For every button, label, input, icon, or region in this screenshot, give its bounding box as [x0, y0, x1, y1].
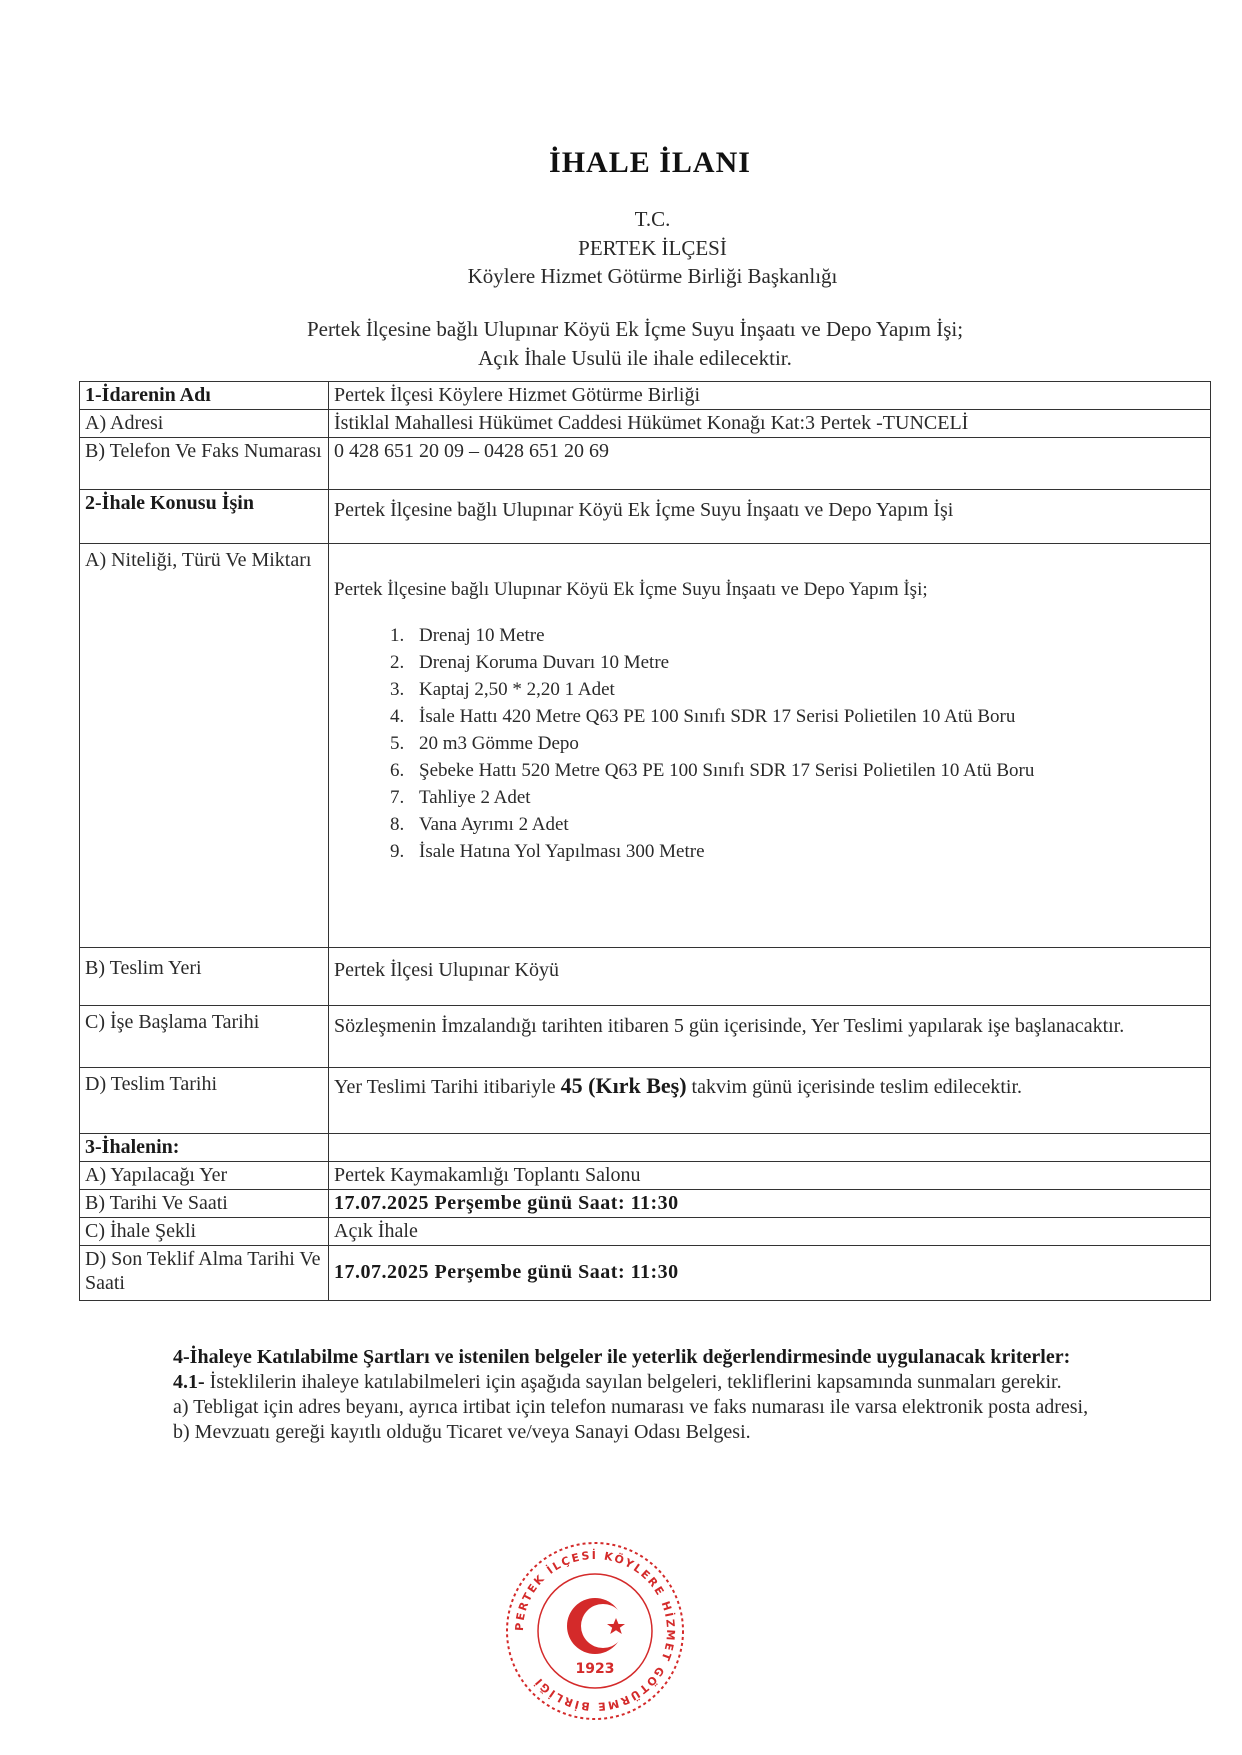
teslim-tarihi-label: D) Teslim Tarihi	[80, 1068, 329, 1134]
table-row	[80, 438, 1211, 490]
tarih-label: B) Tarihi Ve Saati	[80, 1190, 329, 1218]
teslim-tarihi-pre: Yer Teslimi Tarihi itibariyle	[334, 1076, 561, 1098]
tender-info-table	[79, 381, 1211, 1301]
table-row	[80, 410, 1211, 438]
seal-ring-textpath: PERTEK İLÇESİ KÖYLERE HİZMET GÖTÜRME BİRLİĞİ	[512, 1548, 678, 1714]
section-4-1-text: İsteklilerin ihaleye katılabilmeleri için aşağıda sayılan belgeleri, tekliflerini kapsamında sunmaları gerekir.	[204, 1371, 1062, 1393]
header-tc: T.C.	[634, 207, 671, 231]
table-row	[80, 544, 1211, 948]
teslim-yeri-label: B) Teslim Yeri	[80, 948, 329, 1006]
section-4-heading: 4-İhaleye Katılabilme Şartları ve istenilen belgeler ile yeterlik değerlendirmesinde uygulanacak kriterler:	[173, 1346, 1071, 1368]
son-teklif-label: D) Son Teklif Alma Tarihi Ve Saati	[80, 1246, 329, 1301]
tarih-value	[329, 1190, 1211, 1218]
adres-value: İstiklal Mahallesi Hükümet Caddesi Hükümet Konağı Kat:3 Pertek -TUNCELİ	[329, 410, 1211, 438]
section-4-1-b: b) Mevzuatı gereği kayıtlı olduğu Ticaret ve/veya Sanayi Odası Belgesi.	[173, 1421, 751, 1443]
ihalenin-value	[329, 1134, 1211, 1162]
table-row	[80, 1162, 1211, 1190]
seal-year: 1923	[575, 1661, 615, 1677]
konu-label: 2-İhale Konusu İşin	[80, 490, 329, 544]
section-4-1-number: 4.1-	[173, 1371, 205, 1393]
adres-label: A) Adresi	[80, 410, 329, 438]
table-row	[80, 1246, 1211, 1301]
list-item: 3. Kaptaj 2,50 * 2,20 1 Adet	[409, 676, 1205, 703]
section-4-1-a: a) Tebligat için adres beyanı, ayrıca irtibat için telefon numarası ve faks numarası ile varsa elektronik posta adresi,	[173, 1396, 1089, 1418]
tarih-datetime: 17.07.2025 Perşembe günü Saat: 11:30	[334, 1192, 679, 1214]
konu-value: Pertek İlçesine bağlı Ulupınar Köyü Ek İçme Suyu İnşaatı ve Depo Yapım İşi	[329, 490, 1211, 544]
nitelik-intro: Pertek İlçesine bağlı Ulupınar Köyü Ek İçme Suyu İnşaatı ve Depo Yapım İşi;	[334, 579, 928, 600]
telefon-value: 0 428 651 20 09 – 0428 651 20 69	[329, 438, 1211, 490]
son-teklif-value	[329, 1246, 1211, 1301]
list-item: 2. Drenaj Koruma Duvarı 10 Metre	[409, 649, 1205, 676]
table-row	[80, 1068, 1211, 1134]
yer-label: A) Yapılacağı Yer	[80, 1162, 329, 1190]
list-item: 5. 20 m3 Gömme Depo	[409, 730, 1205, 757]
nitelik-cell	[329, 544, 1211, 948]
ihalenin-label: 3-İhalenin:	[80, 1134, 329, 1162]
table-row	[80, 1006, 1211, 1068]
official-seal	[500, 1536, 690, 1726]
table-row	[80, 382, 1211, 410]
son-teklif-datetime: 17.07.2025 Perşembe günü Saat: 11:30	[334, 1261, 679, 1283]
idare-label: 1-İdarenin Adı	[80, 382, 329, 410]
document-title: İHALE İLANI	[549, 146, 751, 179]
list-item: 6. Şebeke Hattı 520 Metre Q63 PE 100 Sınıfı SDR 17 Serisi Polietilen 10 Atü Boru	[409, 757, 1205, 784]
table-row	[80, 948, 1211, 1006]
baslama-label: C) İşe Başlama Tarihi	[80, 1006, 329, 1068]
teslim-tarihi-days: 45 (Kırk Beş)	[560, 1073, 687, 1098]
nitelik-label: A) Niteliği, Türü Ve Miktarı	[80, 544, 329, 948]
list-item: 9. İsale Hatına Yol Yapılması 300 Metre	[409, 838, 1205, 865]
intro-line-2: Açık İhale Usulü ile ihale edilecektir.	[478, 346, 792, 370]
yer-value: Pertek Kaymakamlığı Toplantı Salonu	[329, 1162, 1211, 1190]
nitelik-list	[334, 622, 1205, 865]
teslim-tarihi-post: takvim günü içerisinde teslim edilecektir.	[686, 1076, 1022, 1098]
idare-value: Pertek İlçesi Köylere Hizmet Götürme Birliği	[329, 382, 1211, 410]
table-row	[80, 1134, 1211, 1162]
list-item: 7. Tahliye 2 Adet	[409, 784, 1205, 811]
telefon-label: B) Telefon Ve Faks Numarası	[80, 438, 329, 490]
sekil-label: C) İhale Şekli	[80, 1218, 329, 1246]
table-row	[80, 490, 1211, 544]
table-row	[80, 1218, 1211, 1246]
intro-line-1: Pertek İlçesine bağlı Ulupınar Köyü Ek İçme Suyu İnşaatı ve Depo Yapım İşi;	[306, 317, 964, 341]
section-4-1	[173, 1370, 1193, 1395]
header-district: PERTEK İLÇESİ	[578, 236, 727, 260]
teslim-yeri-value: Pertek İlçesi Ulupınar Köyü	[329, 948, 1211, 1006]
teslim-tarihi-value	[329, 1068, 1211, 1134]
sekil-value: Açık İhale	[329, 1218, 1211, 1246]
list-item: 4. İsale Hattı 420 Metre Q63 PE 100 Sınıfı SDR 17 Serisi Polietilen 10 Atü Boru	[409, 703, 1205, 730]
list-item: 1. Drenaj 10 Metre	[409, 622, 1205, 649]
section-4	[173, 1345, 1193, 1445]
table-row	[80, 1190, 1211, 1218]
list-item: 8. Vana Ayrımı 2 Adet	[409, 811, 1205, 838]
baslama-value: Sözleşmenin İmzalandığı tarihten itibaren 5 gün içerisinde, Yer Teslimi yapılarak işe başlanacaktır.	[329, 1006, 1211, 1068]
header-authority: Köylere Hizmet Götürme Birliği Başkanlığı	[467, 264, 838, 288]
